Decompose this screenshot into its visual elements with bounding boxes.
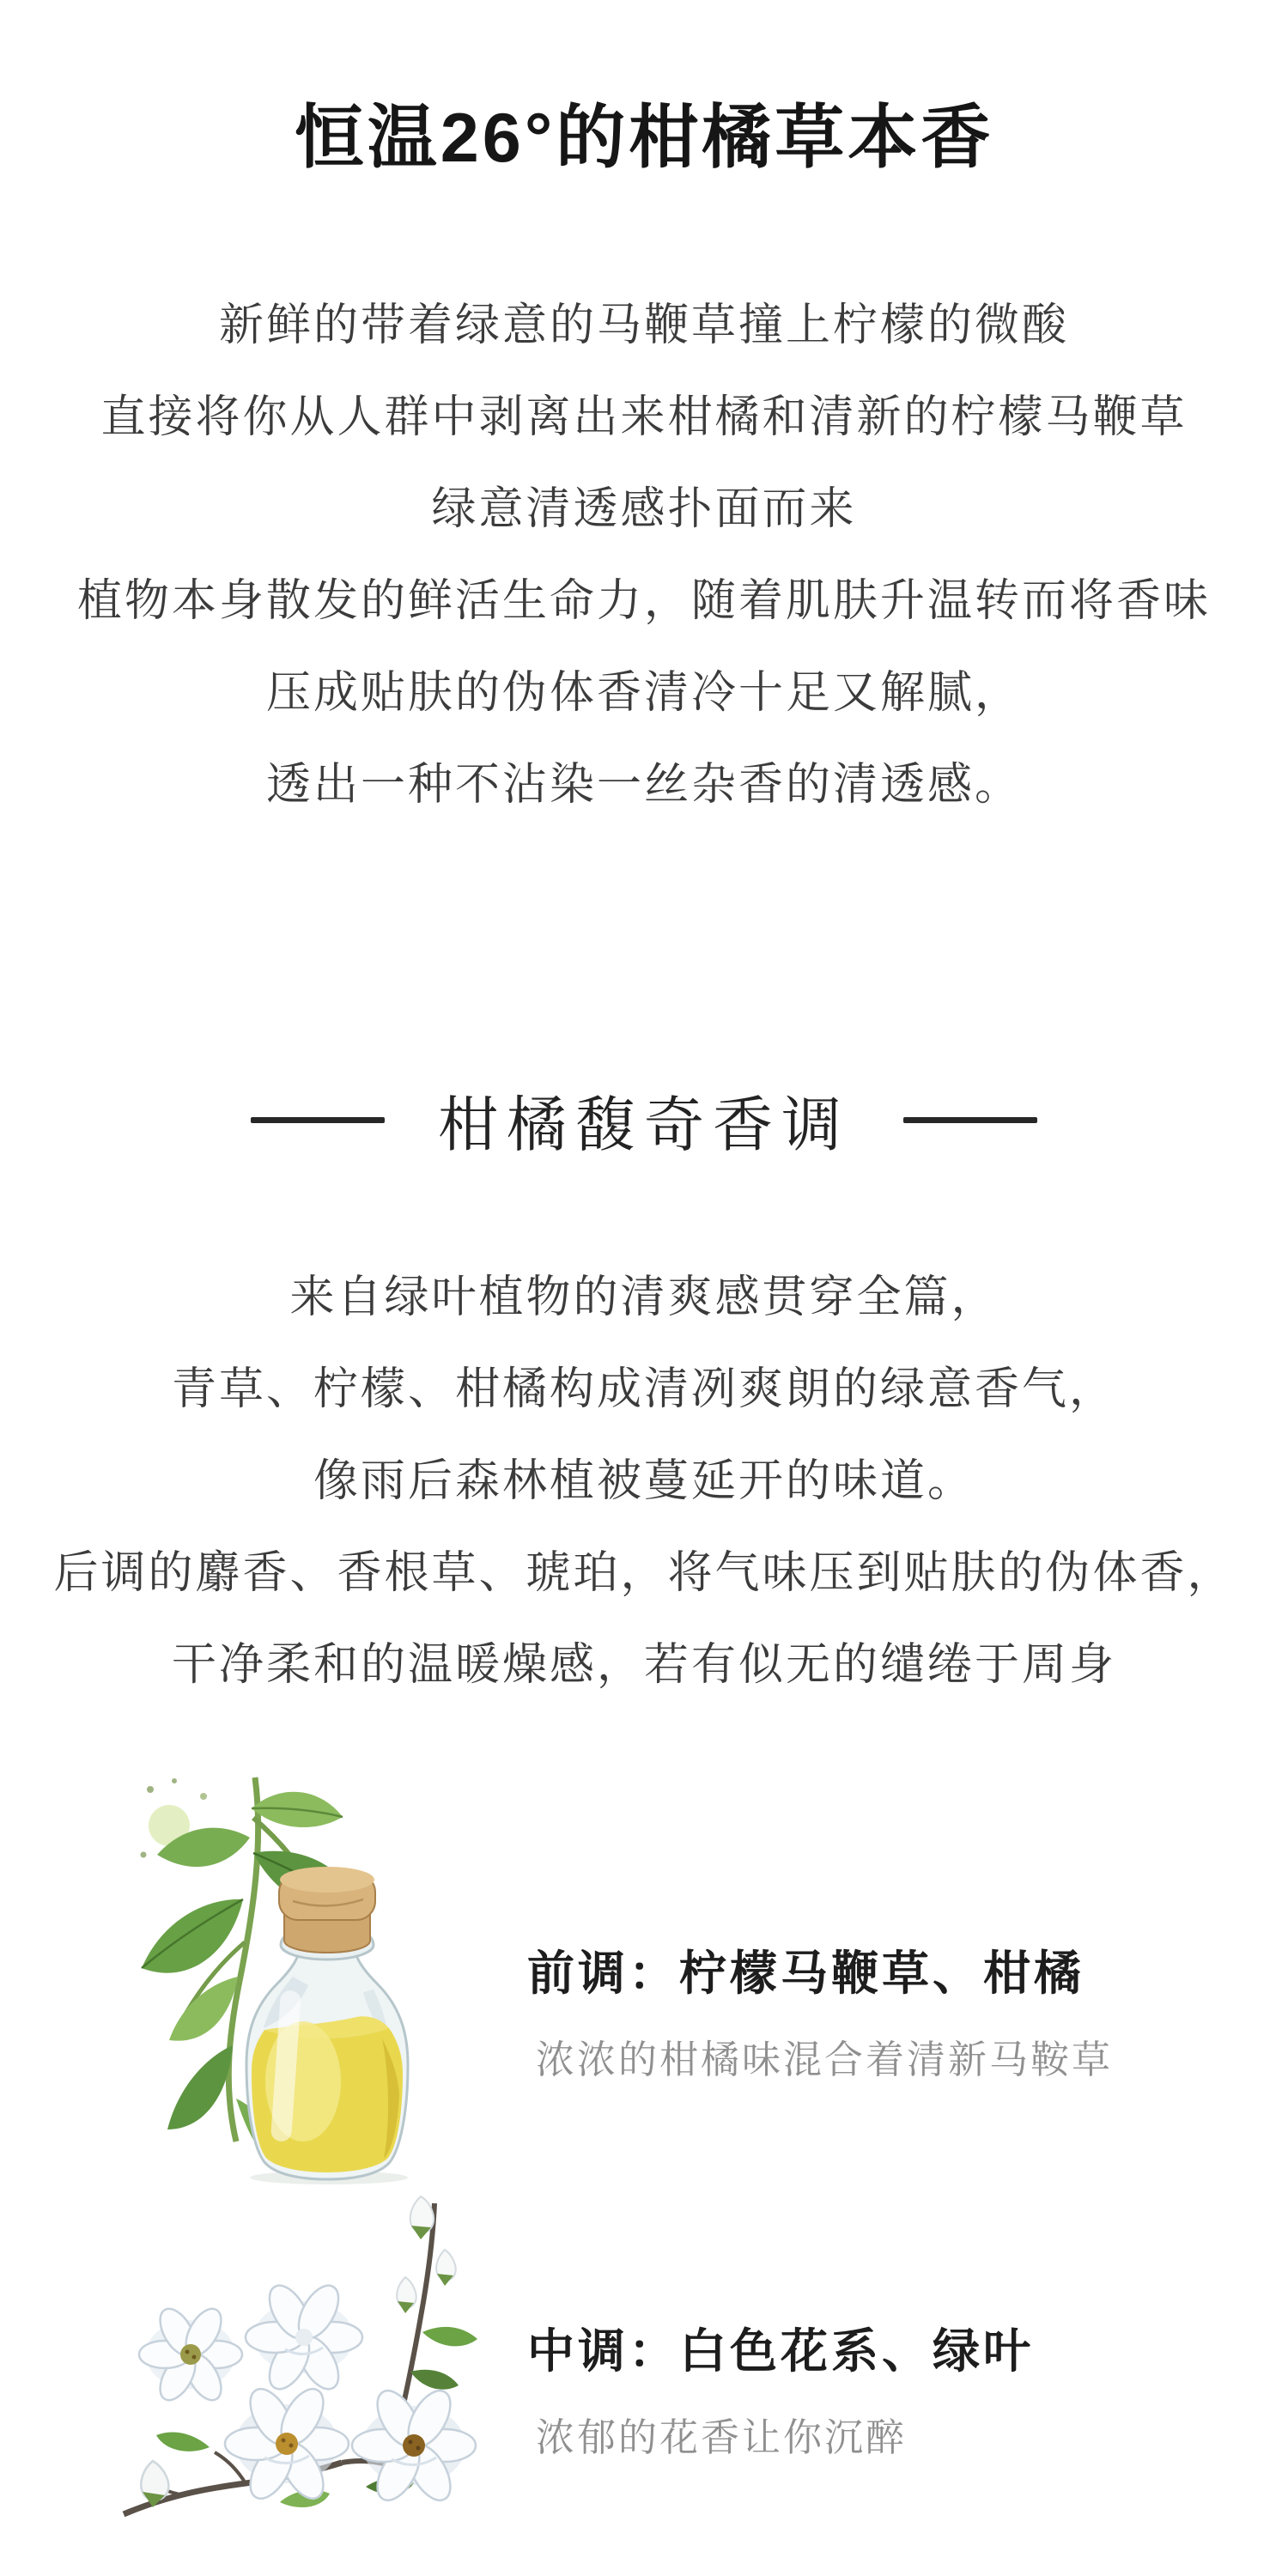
- section-header: [0, 1077, 1288, 1163]
- intro-line: 植物本身散发的鲜活生命力，随着肌肤升温转而将香味: [76, 576, 1211, 626]
- intro-line: 压成贴肤的伪体香清冷十足又解腻，: [265, 668, 1022, 718]
- divider-dash-left: [251, 1117, 385, 1123]
- intro-line: 直接将你从人群中剥离出来柑橘和清新的柠檬马鞭草: [100, 392, 1188, 442]
- white-flowers-illustration: [108, 2190, 493, 2530]
- white-flowers-graphic: [108, 2190, 493, 2530]
- verbena-bottle-illustration: [125, 1771, 421, 2186]
- fragrance-line: 青草、柠檬、柑橘构成清冽爽朗的绿意香气，: [171, 1364, 1116, 1414]
- intro-line: 绿意清透感扑面而来: [431, 484, 857, 534]
- fragrance-line: 后调的麝香、香根草、琥珀，将气味压到贴肤的伪体香，: [53, 1548, 1235, 1598]
- intro-paragraph: [0, 280, 1288, 831]
- intro-line: 透出一种不沾染一丝杂香的清透感。: [265, 760, 1022, 810]
- fragrance-line: 来自绿叶植物的清爽感贯穿全篇，: [289, 1273, 999, 1322]
- verbena-bottle-graphic: [125, 1771, 421, 2186]
- divider-dash-right: [903, 1117, 1037, 1123]
- intro-line: 新鲜的带着绿意的马鞭草撞上柠檬的微酸: [218, 301, 1069, 350]
- section-title: 柑橘馥奇香调: [438, 1091, 850, 1158]
- top-note-desc: 浓浓的柑橘味混合着清新马鞍草: [536, 2038, 1114, 2081]
- middle-note-title: 中调：白色花系、绿叶: [527, 2324, 1035, 2378]
- middle-note-desc: 浓郁的花香让你沉醉: [536, 2415, 908, 2459]
- fragrance-paragraph: [0, 1252, 1288, 1711]
- top-note-title: 前调：柠檬马鞭草、柑橘: [527, 1947, 1085, 2000]
- page-title: 恒温26°的柑橘草本香: [294, 100, 994, 177]
- fragrance-line: 像雨后森林植被蔓延开的味道。: [313, 1456, 975, 1506]
- fragrance-line: 干净柔和的温暖燥感，若有似无的缱绻于周身: [171, 1640, 1116, 1690]
